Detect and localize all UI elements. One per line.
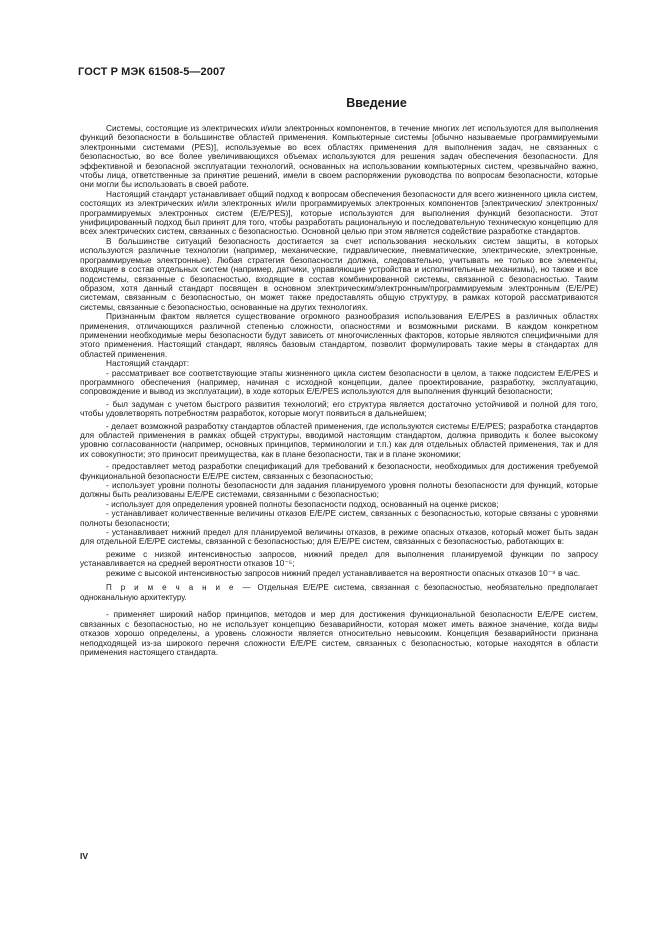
paragraph: Настоящий стандарт: — [106, 358, 190, 369]
list-item: - использует для определения уровней полноты безопасности подход, основанный на оценке рисков; — [106, 498, 499, 509]
note — [80, 583, 598, 602]
document-header: ГОСТ Р МЭК 61508-5—2007 — [78, 66, 226, 78]
list-item: - использует уровни полноты безопасности для задания планируемого уровня полноты безопасности для функций, которые должны быть реализованы E/E/PE системами, связанными с безопасностью; — [80, 480, 598, 500]
note-label: П р и м е ч а н и е — — [106, 583, 253, 593]
list-item: - устанавливает нижний предел для планируемой величины отказов, в режиме опасных отказов, который может быть задан для отдельной E/E/PE системы, связанной с безопасностью; для E/E/PE систем, связанных с безопасностью, работающих в: — [80, 527, 598, 547]
list-subitem: режиме с низкой интенсивностью запросов, нижний предел для выполнения планируемой функции по запросу устанавливается на средней вероятности отказов 10⁻⁵; — [80, 548, 598, 569]
list-item: - предоставляет метод разработки спецификаций для требований к безопасности, необходимых для достижения требуемой функциональной безопасности E/E/PE систем, связанных с безопасностью; — [80, 461, 598, 481]
list-item: - устанавливает количественные величины отказов E/E/PE систем, связанных с безопасностью, которые связаны с уровнями полноты безопасности; — [80, 508, 598, 528]
paragraph: Признанным фактом является существование огромного разнообразия использования E/E/PES в различных областях применения, отличающихся различной степенью сложности, опасностями и возможными рисками. В каждом конкретном применении необходимые меры безопасности будут зависеть от многочисленных факторов, которые являются специфичными для этого применения. Настоящий стандарт, являясь базовым стандартом, позволит формулировать такие меры в стандартах для областей применения. — [80, 311, 598, 359]
note-text: Отдельная E/E/PE система, связанная с безопасностью, необязательно предполагает одноканальную архитектуру. — [80, 583, 598, 602]
document-body — [80, 124, 598, 657]
paragraph: Системы, состоящие из электрических и/или электронных компонентов, в течение многих лет используются для выполнения функций безопасности в большинстве областей применения. Компьютерные системы [обычно называемые программируемыми электронными системами (PES)], используемые во всех областях применения для выполнения задач, не связанных с безопасностью, во все более увеличивающихся объемах используются для решения задач обеспечения безопасности. Для эффективной и безопасной эксплуатации технологий, основанных на использовании компьютерных систем, чрезвычайно важно, чтобы лица, ответственные за принятие решений, имели в своем распоряжении руководства по вопросам безопасности, которые они могли бы использовать в своей работе. — [80, 123, 598, 190]
page-number: IV — [80, 851, 89, 861]
section-title-wrapper — [0, 94, 661, 112]
list-subitem: режиме с высокой интенсивностью запросов нижний предел устанавливается на вероятности опасных отказов 10⁻⁹ в час. — [106, 567, 581, 578]
list-item: - был задуман с учетом быстрого развития технологий; его структура является достаточно устойчивой и полной для того, чтобы удовлетворять потребностям разработок, которые могут появиться в дальнейшем; — [80, 398, 598, 419]
section-title: Введение — [346, 96, 407, 110]
paragraph: Настоящий стандарт устанавливает общий подход к вопросам обеспечения безопасности для всего жизненного цикла систем, состоящих из электрических и/или электронных и/или программируемых электронных компонентов [электрических/ электронных/ программируемых электронных систем (E/E/PES)], которые используются для выполнения функций безопасности. Этот унифицированный подход был принят для того, чтобы разработать рациональную и последовательную техническую концепцию для всех электрических систем, связанных с безопасностью. Основной целью при этом является содействие разработке стандартов. — [80, 188, 598, 237]
list-item: - применяет широкий набор принципов, методов и мер для достижения функциональной безопасности E/E/PE систем, связанных с безопасностью, но не использует концепцию безаварийности, которая может иметь важное значение, когда виды отказов хорошо определены, а уровень сложности является относительно невысоким. Концепция безаварийности признана неподходящей из-за широкого перечня сложности E/E/PE систем, связанных с безопасностью, которые находятся в области применения настоящего стандарта. — [80, 609, 598, 657]
paragraph: В большинстве ситуаций безопасность достигается за счет использования нескольких систем защиты, в которых используются различные технологии (например, механические, гидравлические, пневматические, электрические, электронные, программируемые электронные). Любая стратегия безопасности должна, следовательно, учитывать не только все элементы, входящие в состав отдельных систем (например, датчики, управляющие устройства и исполнительные механизмы), но также и все подсистемы, связанные с безопасностью, входящие в состав комбинированной системы, связанной с безопасностью. Таким образом, хотя данный стандарт посвящен в основном электрическим/электронным/программируемым электронным (E/E/PE) системам, связанным с безопасностью, он может также предоставлять общую структуру, в рамках которой рассматриваются системы, связанные с безопасностью, основанные на других технологиях. — [80, 235, 598, 312]
list-item: - рассматривает все соответствующие этапы жизненного цикла систем безопасности в целом, а также подсистем E/E/PES и программного обеспечения (например, начиная с исходной концепции, далее проектирование, разработку, эксплуатацию, сопровождение и вывод из эксплуатации), в ходе которых E/E/PES используются для выполнения функций безопасности; — [80, 367, 598, 397]
list-item: - делает возможной разработку стандартов областей применения, где используются системы E/E/PES; разработка стандартов для областей применения в рамках общей структуры, вводимой настоящим стандартом, должна приводить к более высокому уровню согласованности (например, основных принципов, терминологии и т.п.) как для отдельных областей применения, так и для их совокупности; это приносит преимущества, как в плане безопасности, так и в плане экономики; — [80, 420, 598, 459]
